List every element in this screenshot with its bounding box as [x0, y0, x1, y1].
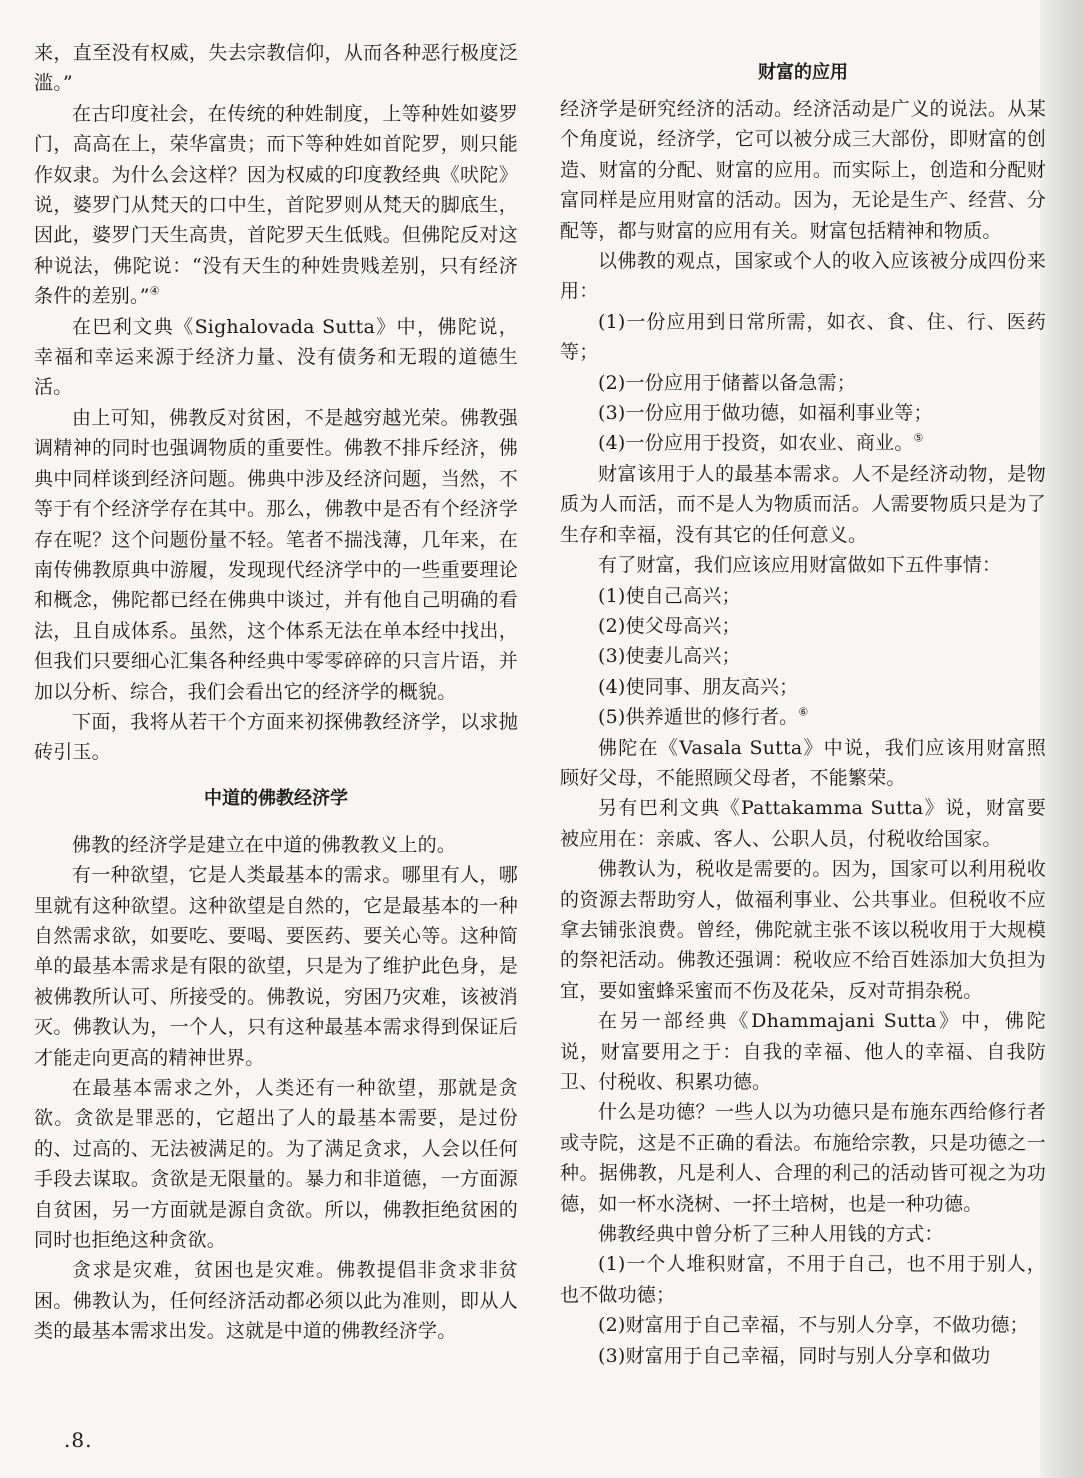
- list-item: (2)一份应用于储蓄以备急需；: [598, 371, 856, 394]
- paragraph: 经济学是研究经济的活动。经济活动是广义的说法。从某个角度说，经济学，它可以被分成三大部份，即财富的创造、财富的分配、财富的应用。而实际上，创造和分配财富同样是应用财富的活动。因为，无论是生产、经营、分配等，都与财富的应用有关。财富包括精神和物质。: [560, 98, 1046, 242]
- section-heading: 财富的应用: [758, 62, 848, 83]
- paragraph: 有了财富，我们应该应用财富做如下五件事情：: [598, 554, 1002, 577]
- list-item: (3)使妻儿高兴；: [598, 645, 741, 668]
- list-item: (3)一份应用于做功德，如福利事业等；: [598, 402, 933, 425]
- paragraph: [34, 99, 518, 312]
- page-number: .8.: [64, 1428, 93, 1452]
- paragraph: 来，直至没有权威，失去宗教信仰，从而各种恶行极度泛滥。”: [34, 42, 518, 95]
- paragraph: 另有巴利文典《Pattakamma Sutta》说，财富要被应用在：亲戚、客人、公职人员，付税收给国家。: [560, 797, 1046, 850]
- paragraph: 下面，我将从若干个方面来初探佛教经济学，以求抛砖引玉。: [34, 710, 518, 764]
- footnote-marker: ⑤: [913, 432, 924, 446]
- paragraph: 财富该用于人的最基本需求。人不是经济动物，是物质为人而活，而不是人为物质而活。人需要物质只是为了生存和幸福，没有其它的任何意义。: [560, 462, 1046, 546]
- paragraph: 贪求是灾难，贫困也是灾难。佛教提倡非贪求非贫困。佛教认为，任何经济活动都必须以此为准则，即从人类的最基本需求出发。这就是中道的佛教经济学。: [34, 1259, 518, 1343]
- list-item-text: (4)一份应用于投资，如农业、商业。: [598, 432, 914, 455]
- list-item: (2)财富用于自己幸福，不与别人分享，不做功德；: [598, 1314, 1029, 1337]
- list-item: [560, 428, 1046, 458]
- list-item-text: (5)供养遁世的修行者。: [598, 706, 799, 729]
- paragraph: 什么是功德？一些人以为功德只是布施东西给修行者或寺院，这是不正确的看法。布施给宗教，只是功德之一种。据佛教，凡是利人、合理的利己的活动皆可视之为功德，如一杯水浇树、一抔土培树，也是一种功德。: [560, 1101, 1046, 1215]
- footnote-marker: ⑥: [798, 705, 809, 719]
- paragraph: 在巴利文典《Sighalovada Sutta》中，佛陀说，幸福和幸运来源于经济力量、没有债务和无瑕的道德生活。: [34, 315, 518, 399]
- list-item: (2)使父母高兴；: [598, 614, 741, 637]
- paragraph: 佛教经典中曾分析了三种人用钱的方式：: [598, 1223, 944, 1246]
- paragraph: 由上可知，佛教反对贫困，不是越穷越光荣。佛教强调精神的同时也强调物质的重要性。佛教不排斥经济，佛典中同样谈到经济问题。佛典中涉及经济问题，当然，不等于有个经济学存在其中。那么，佛教中是否有个经济学存在呢？这个问题份量不轻。笔者不揣浅薄，几年来，在南传佛教原典中游履，发现现代经济学中的一些重要理论和概念，佛陀都已经在佛典中谈过，并有他自己明确的看法，且自成体系。虽然，这个体系无法在单本经中找出，但我们只要细心汇集各种经典中零零碎碎的只言片语，并加以分析、综合，我们会看出它的经济学的概貌。: [34, 406, 518, 703]
- paragraph: 在另一部经典《Dhammajani Sutta》中，佛陀说，财富要用之于：自我的幸福、他人的幸福、自我防卫、付税收、积累功德。: [560, 1010, 1046, 1093]
- left-column: [34, 38, 518, 1347]
- paragraph: 佛陀在《Vasala Sutta》中说，我们应该用财富照顾好父母，不能照顾父母者，不能繁荣。: [560, 736, 1046, 789]
- paragraph: 以佛教的观点，国家或个人的收入应该被分成四份来用：: [560, 250, 1046, 303]
- paragraph: 在最基本需求之外，人类还有一种欲望，那就是贪欲。贪欲是罪恶的，它超出了人的最基本需要，是过份的、过高的、无法被满足的。为了满足贪求，人会以任何手段去谋取。贪欲是无限量的。暴力和非道德，一方面源自贫困，另一方面就是源自贪欲。所以，佛教拒绝贫困的同时也拒绝这种贪欲。: [34, 1077, 518, 1252]
- list-item: (1)一个人堆积财富，不用于自己，也不用于别人，也不做功德；: [560, 1253, 1046, 1306]
- paragraph: 佛教认为，税收是需要的。因为，国家可以利用税收的资源去帮助穷人，做福利事业、公共事业。但税收不应拿去铺张浪费。曾经，佛陀就主张不该以税收用于大规模的祭祀活动。佛教还强调：税收应不给百姓添加大负担为宜，要如蜜蜂采蜜而不伤及花朵，反对苛捐杂税。: [560, 858, 1046, 1002]
- footnote-marker: ④: [149, 284, 160, 298]
- page-edge-shadow: [1040, 0, 1084, 1478]
- list-item: (3)财富用于自己幸福，同时与别人分享和做功: [598, 1344, 991, 1367]
- section-heading: 中道的佛教经济学: [204, 787, 348, 809]
- list-item: (4)使同事、朋友高兴；: [598, 675, 799, 698]
- list-item: (1)使自己高兴；: [598, 584, 741, 607]
- list-item: (1)一份应用到日常所需，如衣、食、住、行、医药等；: [560, 310, 1046, 364]
- paragraph-text: 在古印度社会，在传统的种姓制度，上等种姓如婆罗门，高高在上，荣华富贵；而下等种姓如首陀罗，则只能作奴隶。为什么会这样？因为权威的印度教经典《吠陀》说，婆罗门从梵天的口中生，首陀罗则从梵天的脚底生，因此，婆罗门天生高贵，首陀罗天生低贱。但佛陀反对这种说法，佛陀说：“没有天生的种姓贵贱差别，只有经济条件的差别。”: [34, 102, 518, 308]
- paragraph: 有一种欲望，它是人类最基本的需求。哪里有人，哪里就有这种欲望。这种欲望是自然的，它是最基本的一种自然需求欲，如要吃、要喝、要医药、要关心等。这种简单的最基本需求是有限的欲望，只是为了维护此色身，是被佛教所认可、所接受的。佛教说，穷困乃灾难，该被消灭。佛教认为，一个人，只有这种最基本需求得到保证后才能走向更高的精神世界。: [34, 864, 518, 1069]
- right-column: [560, 58, 1046, 1371]
- paragraph: 佛教的经济学是建立在中道的佛教教义上的。: [72, 833, 457, 856]
- list-item: [560, 702, 1046, 732]
